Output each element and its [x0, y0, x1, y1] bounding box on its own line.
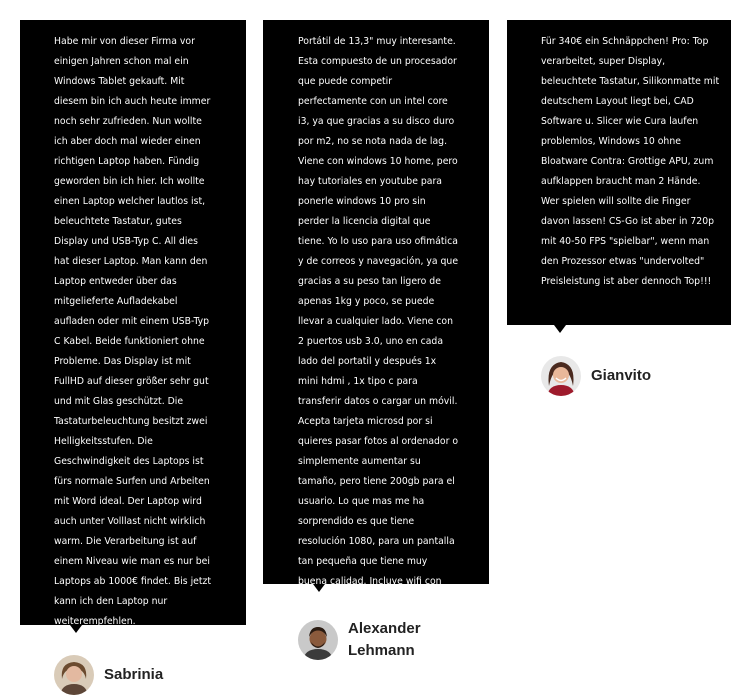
- testimonial-card: [20, 20, 246, 625]
- avatar: [54, 655, 94, 695]
- testimonial-text: Habe mir von dieser Firma vor einigen Jahren schon mal ein Windows Tablet gekauft. Mit diesem bin ich auch heute immer noch sehr zufrieden. Nun wollte ich aber doch mal wieder einen richtigen Laptop haben. Fündig geworden bin ich hier. Ich wollte einen Laptop welcher lautlos ist, beleuchtete Tastatur, gutes Display und USB-Typ C. All dies hat dieser Laptop. Man kann den Laptop entweder über das mitgelieferte Aufladekabel aufladen oder mit einem USB-Typ C Kabel. Beide funktioniert ohne Probleme. Das Display ist mit FullHD auf dieser größer sehr gut und mit Glas geschützt. Die Tastaturbeleuchtung besitzt zwei Helligkeitsstufen. Die Geschwindigkeit des Laptops ist fürs normale Surfen und Arbeiten mit Word ideal. Der Laptop wird auch unter Volllast nicht wirklich warm. Die Verarbeitung ist auf einem Niveau wie man es nur bei Laptops ab 1000€ findet. Bis jetzt kann ich den Laptop nur weiterempfehlen.: [54, 36, 212, 627]
- avatar: [541, 356, 581, 396]
- avatar-photo: [541, 356, 581, 396]
- author-name: Alexander Lehmann: [348, 620, 421, 659]
- avatar-photo: [298, 620, 338, 660]
- testimonial-author: [298, 618, 438, 662]
- author-name: Sabrinia: [104, 666, 164, 683]
- avatar-photo: [54, 655, 94, 695]
- testimonial-author: [541, 356, 651, 396]
- testimonial-author: [54, 655, 163, 695]
- testimonial-card: [263, 20, 489, 607]
- testimonial-text: Portátil de 13,3" muy interesante. Esta compuesto de un procesador que puede competir perfectamente con un intel core i3, ya que gracias a su disco duro por m2, no se nota nada de lag. Viene con windows 10 home, pero hay tutoriales en youtube para ponerle windows 10 pro sin perder la licencia digital que tiene. Yo lo uso para uso ofimática y de correos y navegación, ya que gracias a su peso tan ligero de apenas 1kg y poco, se puede llevar a cualquier lado. Viene con 2 puertos usb 3.0, uno en cada lado del portatil y después 1x mini hdmi , 1x tipo c para transferir datos o cargar un móvil. Acepta tarjeta microsd por si quieres pasar fotos al ordenador o simplemente aumentar su tamaño, pero tiene 200gb para el usuario. Lo que mas me ha sorprendido es que tiene resolución 1080, para un pantalla tan pequeña que tiene muy buena calidad. Incluye wifi con ambas bandas y bluetooth.: [298, 36, 459, 607]
- author-name: Gianvito: [591, 367, 652, 384]
- avatar: [298, 620, 338, 660]
- testimonial-card: [507, 20, 731, 325]
- testimonial-text: Für 340€ ein Schnäppchen! Pro: Top verarbeitet, super Display, beleuchtete Tastatur, Silikonmatte mit deutschem Layout liegt bei, CAD Software u. Slicer wie Cura laufen problemlos, Windows 10 ohne Bloatware Contra: Grottige APU, zum aufklappen braucht man 2 Hände. Wer spielen will sollte die Finger davon lassen! CS-Go ist aber in 720p mit 40-50 FPS "spielbar", wenn man den Prozessor etwas "undervolted" Preisleistung ist aber dennoch Top!!!: [541, 36, 720, 287]
